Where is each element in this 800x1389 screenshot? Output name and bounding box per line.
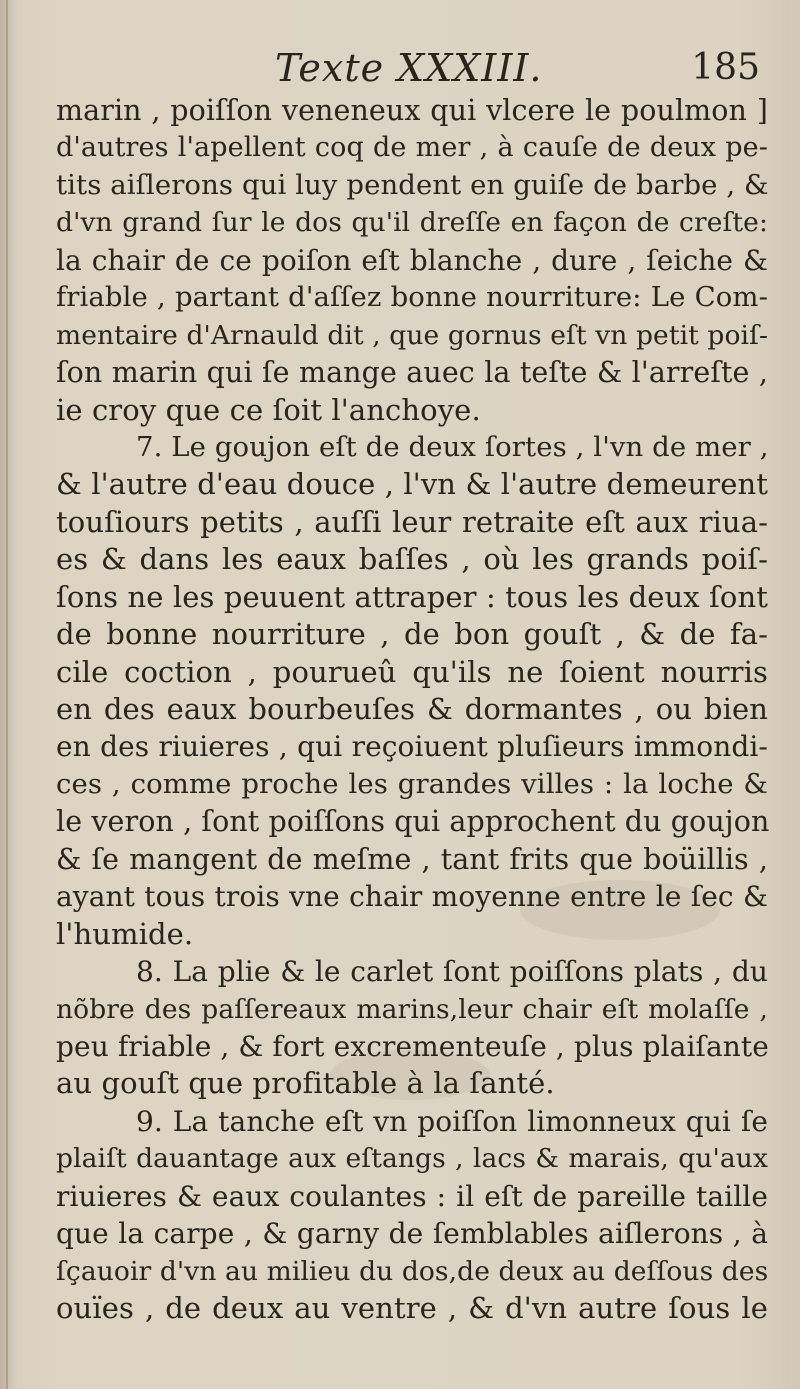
- running-head: [60, 44, 760, 92]
- text-line: tits aiſlerons qui luy pendent en guiſe de barbe , &: [56, 168, 769, 201]
- text-line: marin , poiſſon veneneux qui vlcere le poulmon ]: [56, 94, 768, 127]
- text-line: & ſe mangent de meſme , tant frits que boüillis ,: [56, 842, 768, 876]
- text-line: ſon marin qui ſe mange auec la teſte & l'arreſte ,: [56, 356, 768, 390]
- text-line: cile coction , pourueû qu'ils ne ſoient nourris: [56, 654, 768, 689]
- text-line: touſiours petits , auſſi leur retraite eſt aux riua-: [56, 504, 768, 539]
- text-line: ouïes , de deux au ventre , & d'vn autre ſous le: [56, 1291, 768, 1325]
- binding-edge: [6, 0, 8, 1389]
- text-line: ayant tous trois vne chair moyenne entre le ſec &: [56, 880, 768, 914]
- text-line: ie croy que ce ſoit l'anchoye.: [56, 392, 481, 427]
- text-line: 8. La plie & le carlet ſont poiſſons plats , du: [136, 955, 768, 989]
- running-title: Texte XXXIII.: [275, 46, 543, 90]
- text-line: au gouſt que profitable à la ſanté.: [56, 1066, 555, 1101]
- text-line: ces , comme proche les grandes villes : la loche &: [56, 767, 768, 800]
- text-line: 9. La tanche eſt vn poiſſon limonneux qui ſe: [136, 1104, 768, 1138]
- text-line: ſçauoir d'vn au milieu du dos,de deux au deſſous des: [56, 1255, 769, 1287]
- text-line: le veron , ſont poiſſons qui approchent du goujon: [56, 805, 770, 839]
- text-line: la chair de ce poiſon eſt blanche , dure , ſeiche &: [56, 243, 768, 277]
- text-line: nõbre des paſſereaux marins,leur chair eſt molaſſe ,: [56, 993, 768, 1025]
- text-line: es & dans les eaux baſſes , où les grands poiſ-: [56, 542, 768, 577]
- text-line: d'autres l'apellent coq de mer , à cauſe de deux pe-: [56, 132, 768, 164]
- text-line: friable , partant d'aſſez bonne nourriture: Le Com-: [56, 281, 768, 314]
- body-text: [56, 92, 768, 1327]
- text-line: en des eaux bourbeuſes & dormantes , ou bien: [56, 692, 768, 726]
- text-line: plaiſt dauantage aux eſtangs , lacs & marais, qu'aux: [56, 1143, 768, 1175]
- page-number: 185: [691, 47, 760, 88]
- text-line: mentaire d'Arnauld dit , que gornus eſt vn petit poiſ-: [56, 319, 769, 351]
- text-line: en des riuieres , qui reçoiuent pluſieurs immondi-: [56, 730, 768, 764]
- text-line: & l'autre d'eau douce , l'vn & l'autre demeurent: [56, 467, 768, 502]
- text-line: peu friable , & fort excrementeuſe , plus plaiſante: [56, 1029, 769, 1063]
- text-line: ſons ne les peuuent attraper : tous les deux ſont: [56, 579, 768, 614]
- text-line: 7. Le goujon eſt de deux ſortes , l'vn de mer ,: [136, 430, 769, 463]
- text-line: que la carpe , & garny de ſemblables aiſlerons , à: [56, 1217, 768, 1251]
- text-line: riuieres & eaux coulantes : il eſt de pareille taille: [56, 1179, 768, 1213]
- text-line: de bonne nourriture , de bon gouſt , & de fa-: [56, 617, 768, 652]
- text-line: l'humide.: [56, 916, 194, 951]
- text-line: d'vn grand ſur le dos qu'il dreſſe en façon de creſte:: [56, 207, 768, 239]
